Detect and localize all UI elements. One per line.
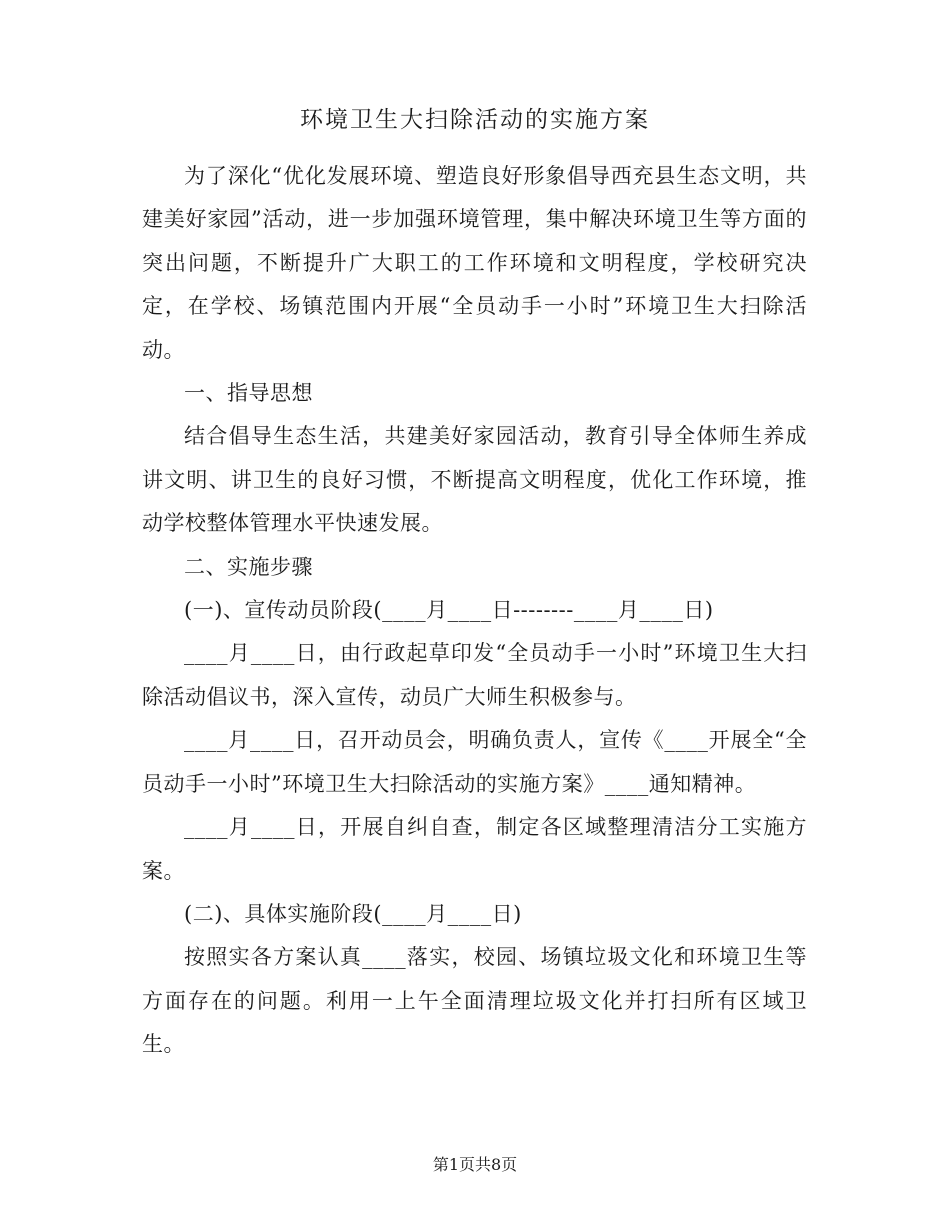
publicity-step-1: ____月____日，由行政起草印发“全员动手一小时”环境卫生大扫除活动倡议书，深入宣传，动员广大师生积极参与。 xyxy=(142,641,807,709)
guiding-ideology-paragraph: 结合倡导生态生活，共建美好家园活动，教育引导全体师生养成讲文明、讲卫生的良好习惯，不断提高文明程度，优化工作环境，推动学校整体管理水平快速发展。 xyxy=(142,424,807,536)
intro-paragraph: 为了深化“优化发展环境、塑造良好形象倡导西充县生态文明，共建美好家园”活动，进一步加强环境管理，集中解决环境卫生等方面的突出问题，不断提升广大职工的工作环境和文明程度，学校研究决定，在学校、场镇范围内开展“全员动手一小时”环境卫生大扫除活动。 xyxy=(142,164,807,362)
document-body xyxy=(142,155,807,1067)
subsection-heading-publicity-stage: (一)、宣传动员阶段(____月____日--------____月____日) xyxy=(184,598,714,623)
section-heading-guiding-ideology: 一、指导思想 xyxy=(184,381,313,406)
page-number: 第1页共8页 xyxy=(432,1155,518,1174)
implementation-paragraph: 按照实各方案认真____落实，校园、场镇垃圾文化和环境卫生等方面存在的问题。利用一上午全面清理垃圾文化并打扫所有区域卫生。 xyxy=(142,945,807,1057)
subsection-heading-implementation-stage: (二)、具体实施阶段(____月____日) xyxy=(184,901,522,926)
section-heading-implementation-steps: 二、实施步骤 xyxy=(184,554,313,579)
document-title: 环境卫生大扫除活动的实施方案 xyxy=(300,107,650,133)
publicity-step-2: ____月____日，召开动员会，明确负责人，宣传《____开展全“全员动手一小时”环境卫生大扫除活动的实施方案》____通知精神。 xyxy=(142,728,807,796)
publicity-step-3: ____月____日，开展自纠自查，制定各区域整理清洁分工实施方案。 xyxy=(142,815,807,883)
